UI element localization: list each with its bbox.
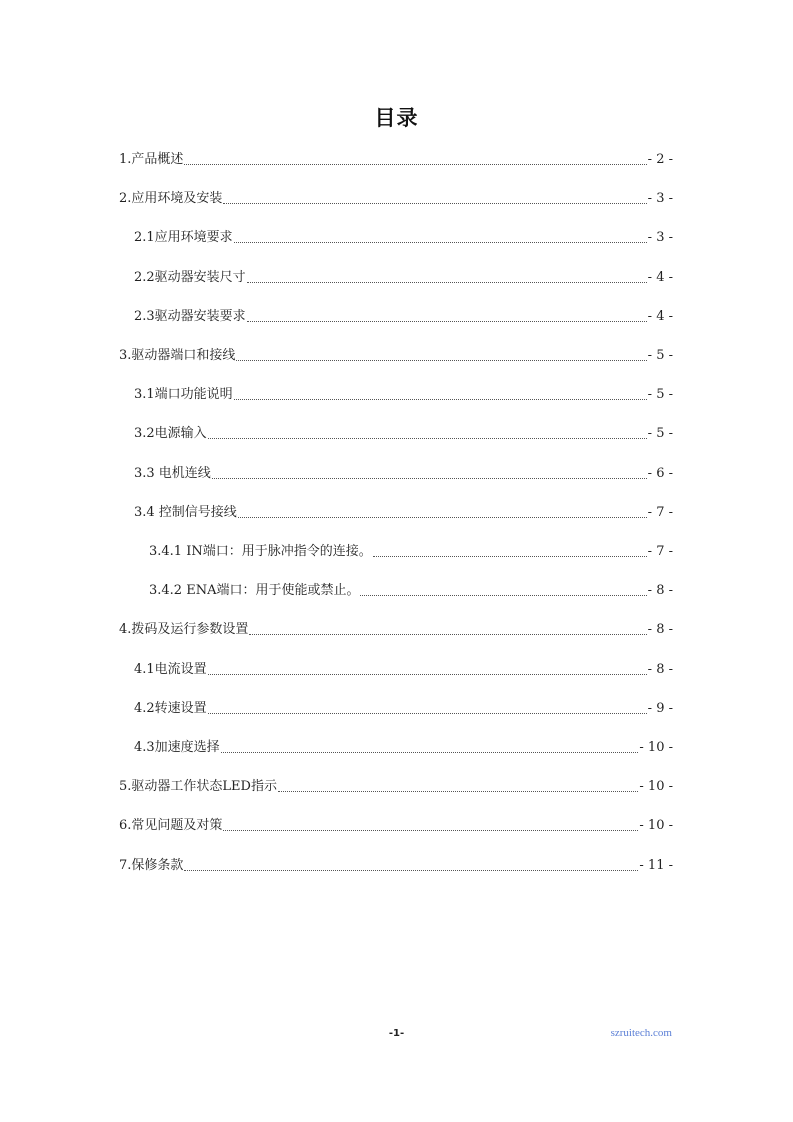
toc-entry-page-number: - 3 - (647, 230, 673, 246)
toc-entry-label: 3.4.1 IN端口：用于脉冲指令的连接。 (149, 544, 372, 559)
toc-entry[interactable] (134, 385, 673, 405)
toc-entry[interactable] (149, 581, 673, 601)
toc-dot-leader (236, 360, 646, 361)
toc-entry-label: 3.2电源输入 (134, 426, 207, 442)
toc-entry[interactable] (134, 424, 673, 444)
toc-entry-page-number: - 3 - (647, 191, 673, 207)
toc-entry-page-number: - 11 - (639, 857, 673, 873)
toc-dot-leader (223, 830, 638, 831)
footer-website[interactable]: szruitech.com (610, 1027, 672, 1039)
toc-dot-leader (212, 478, 647, 479)
toc-entry-label: 3.4 控制信号接线 (134, 504, 237, 520)
toc-dot-leader (373, 556, 647, 557)
toc-entry-label: 5.驱动器工作状态LED指示 (119, 779, 277, 795)
toc-dot-leader (360, 595, 646, 596)
toc-entry-page-number: - 5 - (647, 426, 673, 442)
toc-entry-page-number: - 5 - (647, 387, 673, 403)
toc-entry[interactable] (134, 503, 673, 523)
toc-entry-page-number: - 7 - (647, 544, 673, 559)
toc-dot-leader (234, 242, 647, 243)
toc-dot-leader (278, 791, 638, 792)
toc-dot-leader (221, 752, 639, 753)
toc-entry-page-number: - 9 - (647, 700, 673, 716)
toc-entry-label: 2.1应用环境要求 (134, 230, 233, 246)
toc-entry-page-number: - 10 - (639, 818, 673, 834)
toc-entry[interactable] (134, 699, 673, 719)
toc-entry[interactable] (149, 542, 673, 562)
toc-entry[interactable] (134, 307, 673, 327)
toc-entry-page-number: - 6 - (647, 465, 673, 481)
toc-dot-leader (247, 282, 647, 283)
footer-page-number: -1- (388, 1028, 405, 1039)
toc-entry-label: 3.1端口功能说明 (134, 387, 233, 403)
toc-entry-page-number: - 8 - (647, 622, 673, 638)
toc-entry-label: 4.2转速设置 (134, 700, 207, 716)
toc-dot-leader (249, 634, 646, 635)
toc-entry-label: 2.应用环境及安装 (119, 191, 223, 207)
toc-entry-page-number: - 4 - (647, 308, 673, 324)
toc-entry[interactable] (134, 738, 673, 758)
toc-entry[interactable] (134, 268, 673, 288)
toc-entry[interactable] (134, 464, 673, 484)
toc-entry-label: 4.拨码及运行参数设置 (119, 622, 249, 638)
toc-dot-leader (247, 321, 647, 322)
toc-entry-page-number: - 2 - (647, 152, 673, 167)
toc-entry-page-number: - 4 - (647, 269, 673, 285)
toc-dot-leader (223, 203, 646, 204)
toc-entry-label: 6.常见问题及对策 (119, 818, 223, 834)
toc-entry[interactable] (119, 189, 673, 209)
toc-entry-page-number: - 10 - (639, 779, 673, 795)
toc-entry-label: 2.2驱动器安装尺寸 (134, 269, 246, 285)
toc-entry[interactable] (119, 816, 673, 836)
toc-entry-label: 4.1电流设置 (134, 661, 207, 677)
toc-dot-leader (184, 164, 646, 165)
toc-dot-leader (208, 438, 647, 439)
toc-entry[interactable] (119, 856, 673, 876)
toc-entry-page-number: - 7 - (647, 504, 673, 520)
toc-entry[interactable] (119, 777, 673, 797)
toc-entry-label: 7.保修条款 (119, 857, 184, 873)
toc-entry-label: 3.4.2 ENA端口：用于使能或禁止。 (149, 583, 360, 599)
toc-entry-page-number: - 8 - (647, 583, 673, 599)
toc-dot-leader (238, 517, 647, 518)
page-title: 目录 (374, 106, 419, 130)
toc-entry[interactable] (134, 660, 673, 680)
toc-entry-label: 1.产品概述 (119, 152, 184, 167)
toc-entry-label: 3.驱动器端口和接线 (119, 348, 236, 363)
toc-dot-leader (208, 713, 647, 714)
toc-dot-leader (208, 674, 647, 675)
toc-entry-label: 3.3 电机连线 (134, 465, 211, 481)
toc-entry-page-number: - 10 - (639, 740, 673, 755)
toc-entry[interactable] (134, 228, 673, 248)
toc-dot-leader (234, 399, 647, 400)
toc-entry-page-number: - 5 - (647, 348, 673, 363)
toc-entry-page-number: - 8 - (647, 661, 673, 677)
toc-entry-label: 4.3加速度选择 (134, 740, 220, 755)
toc-entry[interactable] (119, 346, 673, 366)
toc-entry-label: 2.3驱动器安装要求 (134, 308, 246, 324)
toc-entry[interactable] (119, 620, 673, 640)
toc-dot-leader (184, 870, 638, 871)
toc-entry[interactable] (119, 150, 673, 170)
